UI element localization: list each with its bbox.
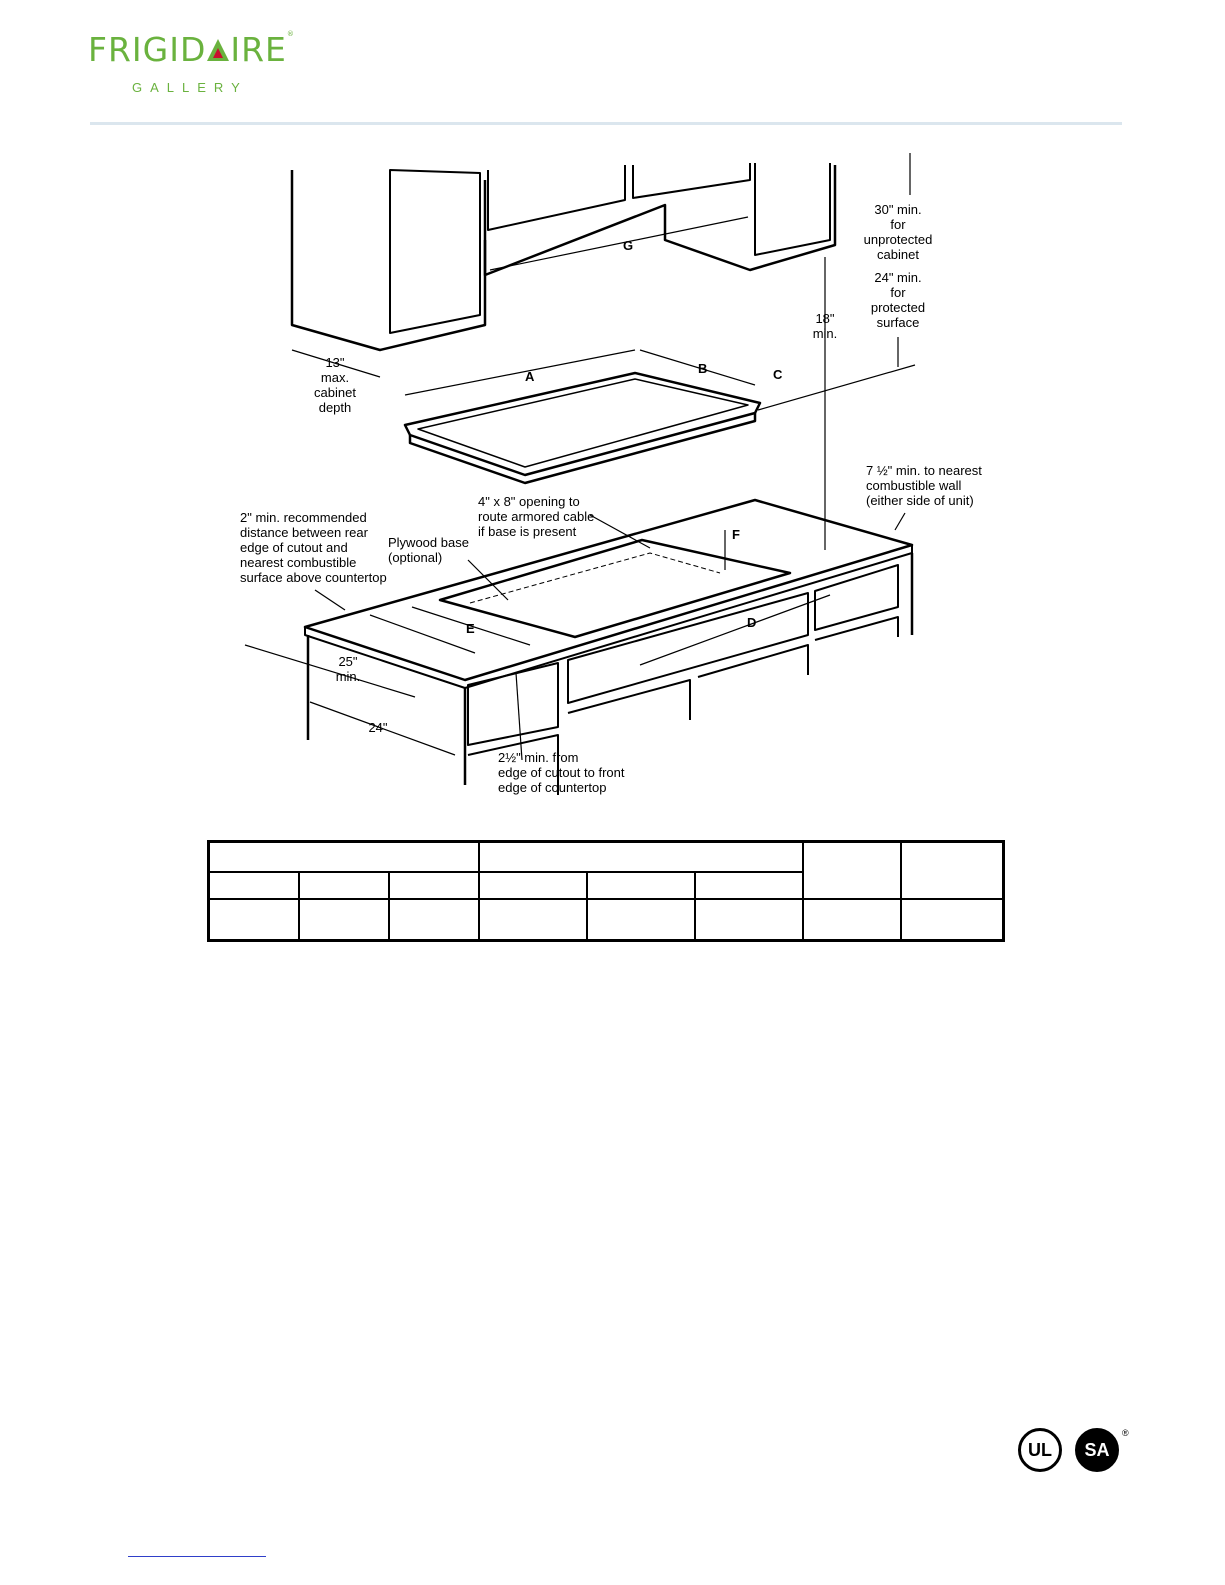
dim-label-e: E: [466, 621, 475, 636]
svg-text:edge of countertop: edge of countertop: [498, 780, 607, 795]
svg-text:min.: min.: [812, 326, 838, 341]
table-header-cell: [209, 842, 480, 872]
rear-cutout-note: [240, 510, 387, 585]
countertop-edge: [305, 545, 912, 688]
upper-clearance-note: [864, 202, 933, 330]
dim-label-d: D: [747, 615, 757, 630]
svg-text:if base is present: if base is present: [478, 524, 577, 539]
depth-25-note: [336, 654, 361, 684]
upper-cabinet-left: [292, 170, 485, 350]
brand-registered: ®: [286, 30, 295, 38]
dim-label-b: B: [698, 361, 708, 376]
cabinet-depth-note: [314, 355, 356, 415]
table-subheader-cell: [209, 872, 300, 899]
table-subheader-cell: [587, 872, 695, 899]
table-subheader-cell: [299, 872, 389, 899]
table-data-cell: [299, 899, 389, 941]
svg-text:min.: min.: [335, 669, 361, 684]
plywood-base-dashed: [470, 553, 720, 603]
cutout-outline: [440, 540, 790, 637]
certification-marks: [1018, 1428, 1128, 1478]
table-data-cell: [587, 899, 695, 941]
svg-text:combustible wall: combustible wall: [866, 478, 962, 493]
svg-text:max.: max.: [320, 370, 350, 385]
brand-wordmark: [88, 30, 295, 69]
front-cutout-note: [498, 750, 625, 795]
table-header-cell: [479, 842, 803, 872]
svg-text:cabinet: cabinet: [877, 247, 919, 262]
svg-text:nearest combustible: nearest combustible: [240, 555, 357, 570]
table-data-cell: [389, 899, 479, 941]
table-data-cell: [901, 899, 1004, 941]
svg-text:surface above countertop: surface above countertop: [240, 570, 387, 585]
svg-text:distance between rear: distance between rear: [240, 525, 368, 540]
table-data-cell: [209, 899, 300, 941]
svg-text:2" min. recommended: 2" min. recommended: [240, 510, 367, 525]
dim-label-f: F: [732, 527, 740, 542]
upper-door-4: [755, 163, 830, 255]
brand-subline: GALLERY: [132, 80, 248, 95]
upper-door-3: [633, 163, 750, 198]
wall-clearance-note: [866, 463, 982, 508]
svg-text:2½" min. from: 2½" min. from: [498, 750, 579, 765]
svg-text:7 ½" min. to nearest: 7 ½" min. to nearest: [866, 463, 982, 478]
svg-text:(optional): (optional): [388, 550, 443, 565]
plywood-note: [388, 535, 469, 565]
installation-diagram: [230, 145, 1000, 810]
dimension-table: [207, 840, 1005, 942]
table-data-cell: [479, 899, 587, 941]
upper-cabinet-left-door: [390, 170, 480, 333]
svg-text:surface: surface: [876, 315, 920, 330]
table-data-cell: [695, 899, 803, 941]
cooktop-edge: [410, 413, 755, 483]
svg-text:30" min.: 30" min.: [874, 202, 922, 217]
svg-text:edge of cutout to front: edge of cutout to front: [498, 765, 625, 780]
csa-registered-mark: ®: [1122, 1428, 1129, 1438]
ul-listed-icon: UL: [1018, 1428, 1062, 1472]
dim-label-c: C: [773, 367, 783, 382]
brand-text-2: IRE: [230, 30, 287, 69]
csa-certified-icon: SA: [1075, 1428, 1119, 1472]
svg-text:18": 18": [815, 311, 835, 326]
dim-label-a: A: [525, 369, 535, 384]
footer-link-underline[interactable]: [128, 1556, 266, 1557]
table-data-cell: [803, 899, 901, 941]
header-divider: [90, 122, 1122, 125]
brand-triangle-icon: [207, 39, 229, 61]
depth-24-note: 24": [368, 720, 388, 735]
svg-text:protected: protected: [870, 300, 926, 315]
svg-text:25": 25": [338, 654, 358, 669]
svg-text:for: for: [890, 217, 906, 232]
svg-text:edge of cutout and: edge of cutout and: [240, 540, 348, 555]
frigidaire-logo: [88, 30, 318, 100]
svg-text:unprotected: unprotected: [863, 232, 933, 247]
svg-text:Plywood base: Plywood base: [388, 535, 469, 550]
svg-text:24" min.: 24" min.: [874, 270, 922, 285]
svg-text:route armored cable: route armored cable: [478, 509, 595, 524]
drawer-center: [568, 593, 808, 703]
cable-opening-note: [478, 494, 594, 539]
svg-text:for: for: [890, 285, 906, 300]
side-clearance-note: [813, 311, 838, 341]
table-header-cell: [901, 842, 1004, 899]
table-subheader-cell: [389, 872, 479, 899]
dim-label-g: G: [623, 238, 634, 253]
table-subheader-cell: [695, 872, 803, 899]
brand-text-1: FRIGID: [88, 30, 207, 69]
door-right: [815, 617, 898, 640]
svg-text:depth: depth: [318, 400, 352, 415]
table-header-cell: [803, 842, 901, 899]
svg-text:13": 13": [325, 355, 345, 370]
upper-door-2: [488, 165, 625, 230]
svg-text:4" x 8" opening to: 4" x 8" opening to: [478, 494, 580, 509]
svg-text:(either side of unit): (either side of unit): [866, 493, 974, 508]
svg-text:cabinet: cabinet: [314, 385, 356, 400]
table-subheader-cell: [479, 872, 587, 899]
